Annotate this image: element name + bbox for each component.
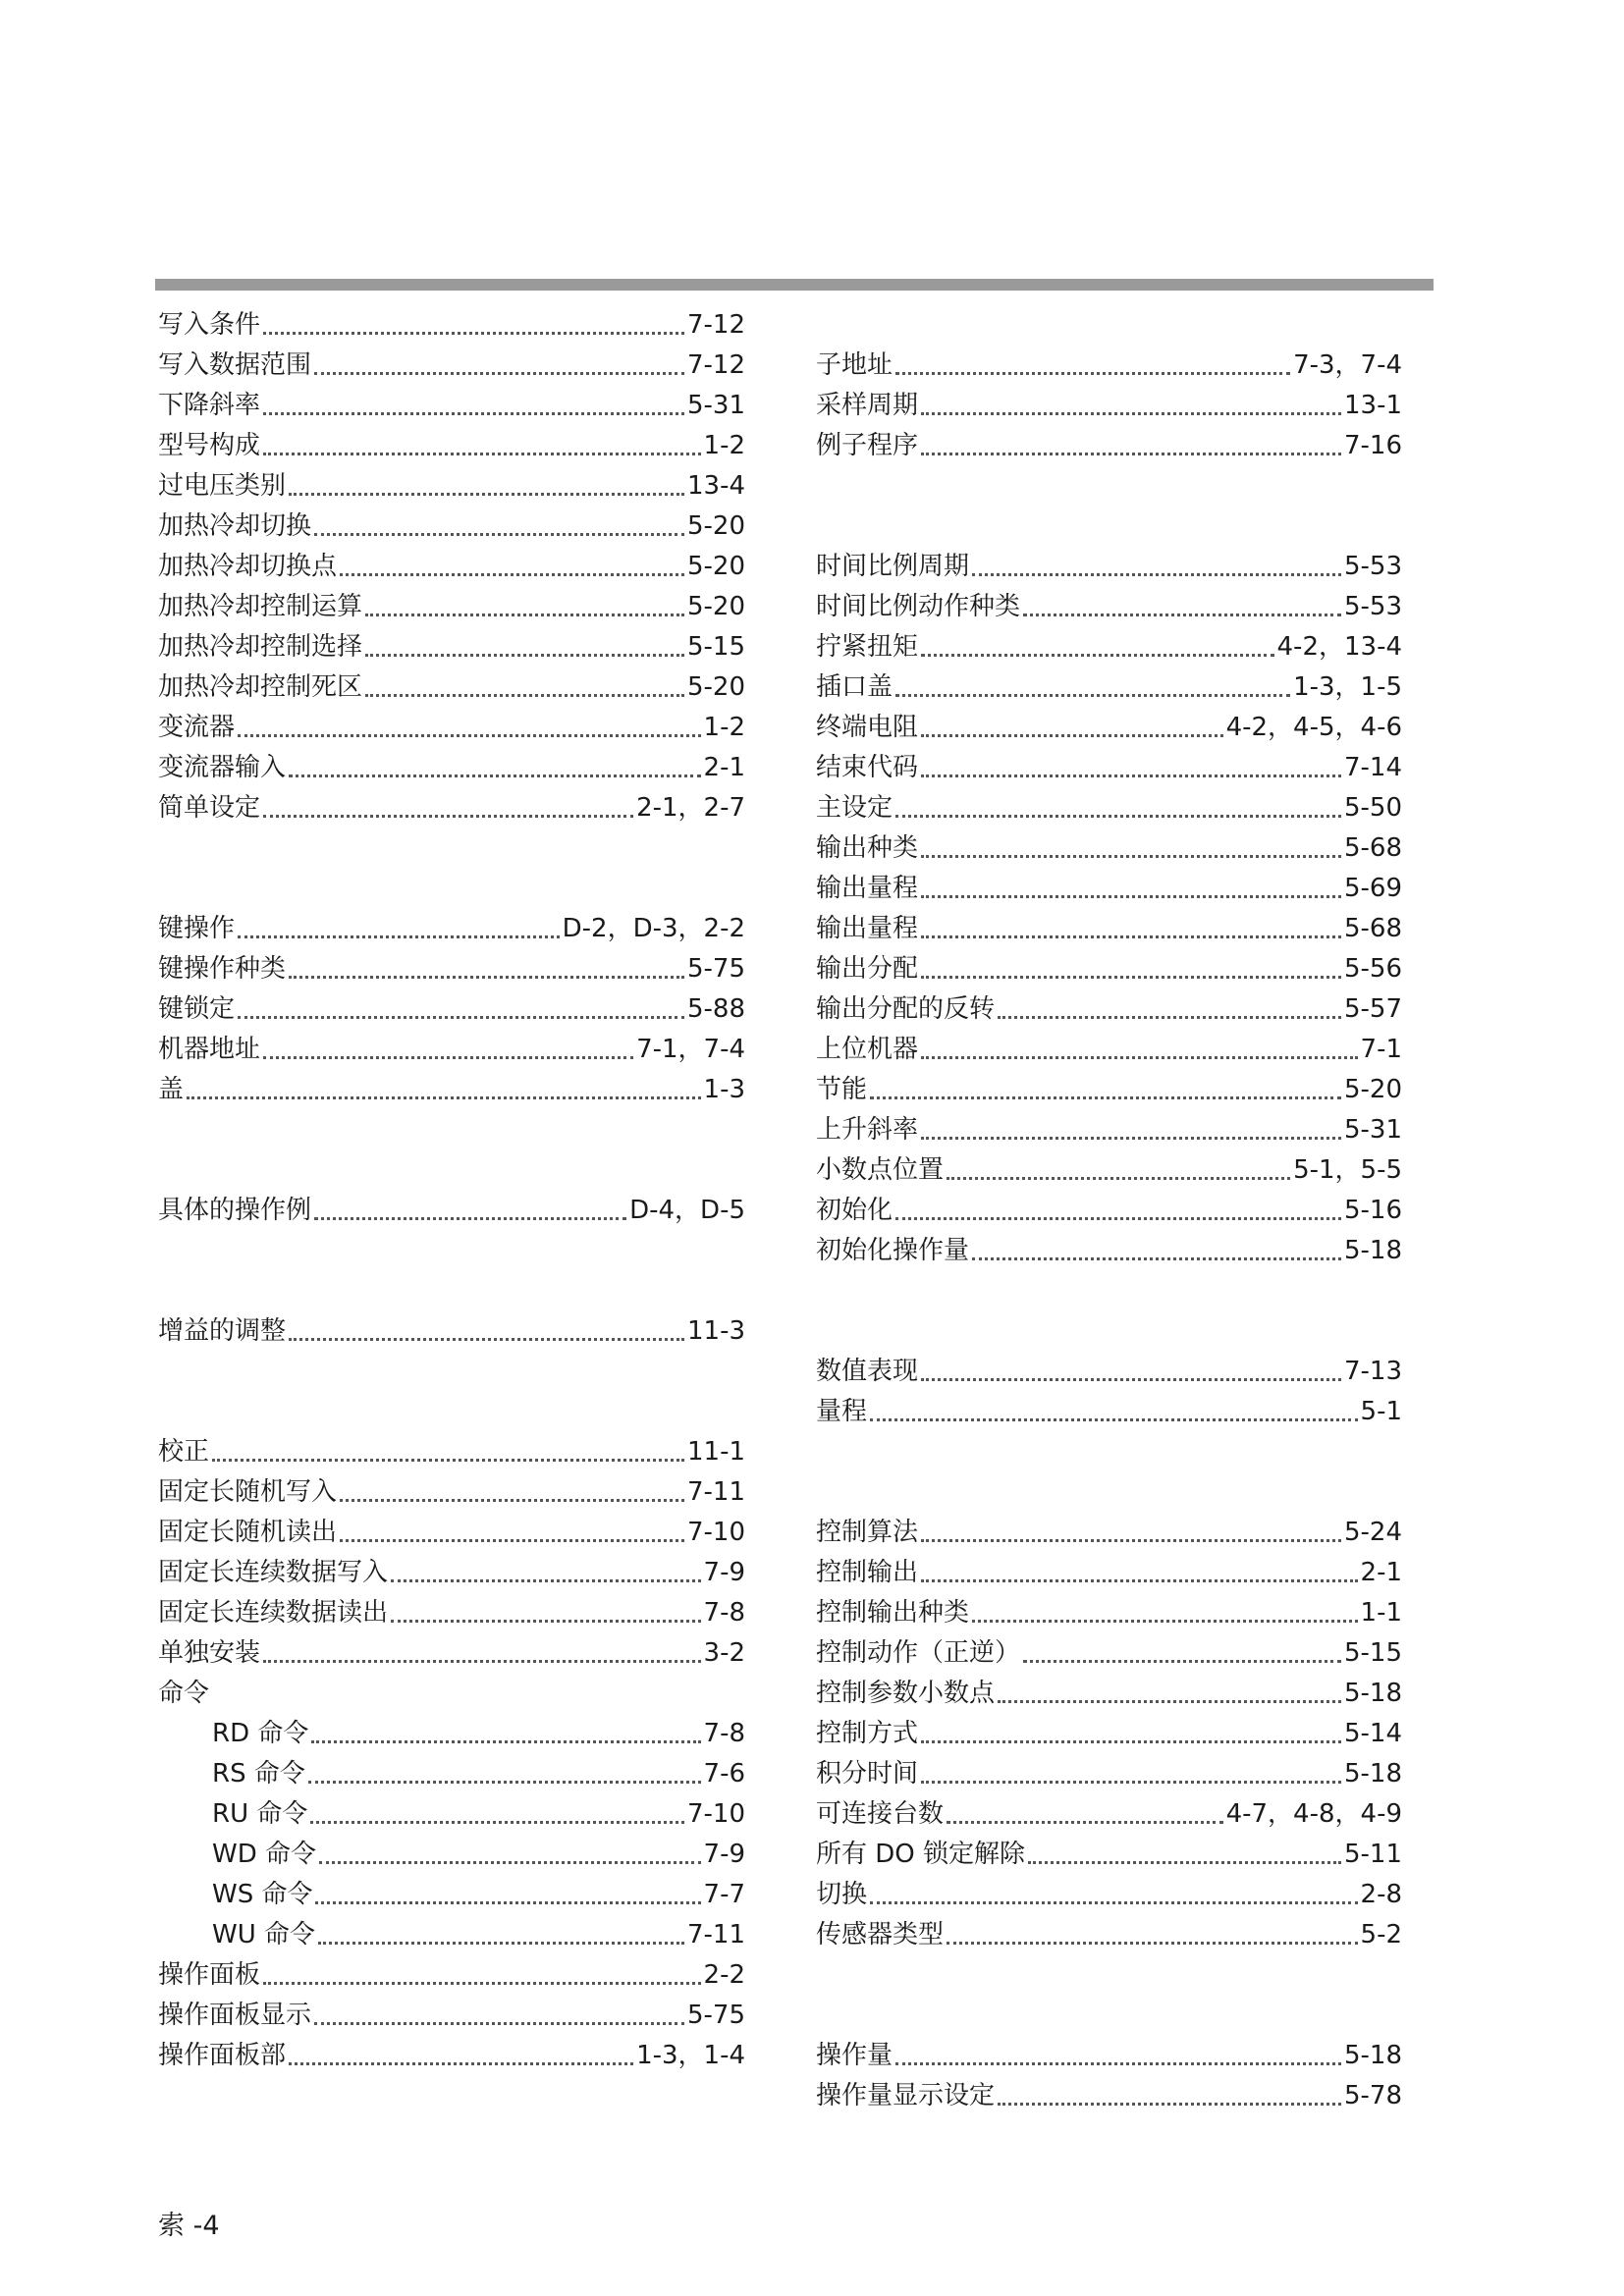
index-term: 校正: [158, 1437, 210, 1467]
index-subentry: [158, 1916, 745, 1953]
dot-leader: [289, 1338, 684, 1341]
index-entry: [816, 990, 1402, 1028]
index-term: 控制算法: [816, 1518, 919, 1547]
dot-leader: [921, 774, 1341, 777]
index-entry: [816, 1675, 1402, 1712]
index-subentry: [158, 1795, 745, 1833]
index-term: 切换: [816, 1880, 868, 1909]
index-page-ref: 2-1: [1360, 1558, 1402, 1587]
dot-leader: [314, 372, 684, 375]
index-term: 操作面板显示: [158, 2001, 312, 2030]
index-subentry: [158, 1715, 745, 1752]
dot-leader: [921, 1579, 1358, 1582]
dot-leader: [212, 1459, 684, 1462]
index-page-ref: 5-68: [1343, 914, 1402, 943]
index-page-ref: 7-14: [1343, 753, 1402, 782]
index-page-ref: 7-12: [686, 350, 745, 380]
index-entry: [158, 1071, 745, 1108]
index-entry: [158, 387, 745, 424]
dot-leader: [365, 654, 684, 657]
dot-leader: [314, 533, 684, 536]
dot-leader: [263, 453, 701, 455]
dot-leader: [187, 1096, 701, 1099]
dot-leader: [921, 895, 1341, 898]
index-term: 拧紧扭矩: [816, 632, 919, 662]
dot-leader: [921, 1740, 1341, 1743]
dot-leader: [921, 412, 1341, 415]
index-entry: [816, 1876, 1402, 1913]
index-entry: [158, 709, 745, 746]
dot-leader: [998, 1016, 1341, 1019]
index-term: 初始化: [816, 1196, 893, 1225]
index-entry: [158, 789, 745, 827]
index-entry: [158, 1312, 745, 1350]
index-term: 下降斜率: [158, 391, 261, 420]
index-entry: [158, 950, 745, 988]
index-page-ref: 5-20: [686, 672, 745, 702]
index-term: 变流器: [158, 713, 236, 742]
index-subentry: [158, 1836, 745, 1873]
index-page-ref: 5-20: [686, 552, 745, 581]
index-entry: [158, 306, 745, 344]
index-term: 操作量显示设定: [816, 2081, 996, 2110]
dot-leader: [921, 654, 1274, 657]
index-page-ref: 5-88: [686, 994, 745, 1024]
dot-leader: [870, 1901, 1358, 1904]
index-term: 时间比例周期: [816, 552, 970, 581]
index-term: 操作量: [816, 2041, 893, 2070]
dot-leader: [391, 1620, 701, 1623]
index-subentry: [158, 1755, 745, 1792]
index-term: RD 命令: [212, 1719, 309, 1748]
dot-leader: [921, 935, 1341, 938]
dot-leader: [319, 1861, 701, 1864]
index-page-ref: 5-20: [1343, 1075, 1402, 1104]
index-term: 盖: [158, 1075, 185, 1104]
index-entry: [158, 628, 745, 666]
index-term: 量程: [816, 1397, 868, 1426]
index-entry: [158, 1675, 745, 1712]
index-term: 简单设定: [158, 793, 261, 823]
dot-leader: [947, 1821, 1223, 1824]
dot-leader: [921, 1056, 1358, 1059]
index-page-ref: 5-15: [1343, 1638, 1402, 1668]
index-entry: [158, 749, 745, 786]
index-page-ref: 7-8: [703, 1598, 745, 1628]
dot-leader: [921, 1137, 1341, 1140]
index-entry: [816, 1715, 1402, 1752]
dot-leader: [1028, 1861, 1341, 1864]
index-term: 传感器类型: [816, 1920, 945, 1949]
index-term: RS 命令: [212, 1759, 305, 1789]
dot-leader: [238, 1016, 684, 1019]
index-term: 可连接台数: [816, 1799, 945, 1829]
index-term: 终端电阻: [816, 713, 919, 742]
header-rule: [155, 279, 1434, 291]
dot-leader: [340, 1539, 684, 1542]
index-entry: [158, 2037, 745, 2074]
index-term: 加热冷却控制死区: [158, 672, 363, 702]
index-page-ref: 5-20: [686, 511, 745, 541]
dot-leader: [340, 573, 684, 576]
index-page-ref: 11-3: [686, 1316, 745, 1346]
index-term: 结束代码: [816, 753, 919, 782]
dot-leader: [340, 1499, 684, 1502]
dot-leader: [238, 935, 560, 938]
dot-leader: [365, 694, 684, 697]
dot-leader: [870, 1096, 1341, 1099]
index-term: WU 命令: [212, 1920, 316, 1949]
index-term: 插口盖: [816, 672, 893, 702]
index-term: 所有 DO 锁定解除: [816, 1840, 1026, 1869]
dot-leader: [921, 1539, 1341, 1542]
index-term: 加热冷却切换: [158, 511, 312, 541]
index-page-ref: 5-2: [1360, 1920, 1402, 1949]
index-page-ref: 7-8: [703, 1719, 745, 1748]
index-page-ref: 5-57: [1343, 994, 1402, 1024]
index-term: 输出量程: [816, 914, 919, 943]
index-page-ref: 5-31: [686, 391, 745, 420]
index-term: 加热冷却控制运算: [158, 592, 363, 621]
dot-leader: [308, 1781, 701, 1784]
index-term: 控制参数小数点: [816, 1679, 996, 1708]
index-term: 型号构成: [158, 431, 261, 460]
dot-leader: [289, 493, 684, 496]
dot-leader: [972, 1257, 1341, 1260]
index-entry: [158, 1997, 745, 2034]
dot-leader: [947, 1177, 1290, 1180]
index-page-ref: 5-31: [1343, 1115, 1402, 1145]
dot-leader: [972, 573, 1341, 576]
dot-leader: [365, 614, 684, 616]
index-term: 键锁定: [158, 994, 236, 1024]
dot-leader: [263, 412, 684, 415]
index-page-ref: 7-9: [703, 1840, 745, 1869]
index-page-ref: 1-2: [703, 713, 745, 742]
index-term: RU 命令: [212, 1799, 308, 1829]
index-term: 过电压类别: [158, 471, 287, 501]
index-term: 加热冷却控制选择: [158, 632, 363, 662]
index-page-ref: 5-56: [1343, 954, 1402, 984]
dot-leader: [947, 1942, 1358, 1945]
index-entry: [158, 668, 745, 706]
index-page-ref: 5-18: [1343, 2041, 1402, 2070]
index-term: 固定长随机读出: [158, 1518, 338, 1547]
index-page-ref: 11-1: [686, 1437, 745, 1467]
index-page-ref: 7-3，7-4: [1293, 350, 1402, 380]
index-page-ref: 7-1: [1360, 1035, 1402, 1064]
index-entry: [816, 950, 1402, 988]
index-page-ref: 4-2，13-4: [1276, 632, 1402, 662]
index-entry: [158, 1634, 745, 1672]
index-term: 操作面板部: [158, 2041, 287, 2070]
index-page-ref: 2-1: [703, 753, 745, 782]
dot-leader: [972, 1620, 1358, 1623]
index-page-ref: 5-53: [1343, 552, 1402, 581]
dot-leader: [998, 1700, 1341, 1703]
index-term: 上位机器: [816, 1035, 919, 1064]
index-entry: [816, 789, 1402, 827]
index-term: 时间比例动作种类: [816, 592, 1021, 621]
index-page-ref: 5-1，5-5: [1293, 1155, 1402, 1185]
index-page-ref: D-4，D-5: [629, 1196, 745, 1225]
index-page-ref: 4-2，4-5，4-6: [1225, 713, 1402, 742]
index-entry: [816, 1514, 1402, 1551]
dot-leader: [895, 372, 1290, 375]
index-term: 键操作种类: [158, 954, 287, 984]
dot-leader: [921, 1378, 1341, 1381]
index-entry: [816, 668, 1402, 706]
index-entry: [158, 1031, 745, 1068]
index-page-ref: 3-2: [703, 1638, 745, 1668]
index-page-ref: 5-24: [1343, 1518, 1402, 1547]
index-entry: [158, 1192, 745, 1229]
dot-leader: [870, 1418, 1358, 1421]
dot-leader: [895, 694, 1290, 697]
index-term: 积分时间: [816, 1759, 919, 1789]
index-term: 单独安装: [158, 1638, 261, 1668]
index-entry: [158, 507, 745, 545]
index-page-ref: 7-12: [686, 310, 745, 340]
index-page-ref: 5-1: [1360, 1397, 1402, 1426]
index-term: 具体的操作例: [158, 1196, 312, 1225]
index-page-ref: 1-3，1-5: [1293, 672, 1402, 702]
index-entry: [816, 870, 1402, 907]
index-term: 命令: [158, 1679, 210, 1708]
index-entry: [816, 347, 1402, 384]
index-page-ref: 5-11: [1343, 1840, 1402, 1869]
index-page-ref: 2-2: [703, 1960, 745, 1990]
index-entry: [816, 387, 1402, 424]
index-entry: [816, 1071, 1402, 1108]
index-entry: [816, 427, 1402, 464]
index-term: 键操作: [158, 914, 236, 943]
index-entry: [158, 347, 745, 384]
dot-leader: [263, 1056, 633, 1059]
index-entry: [816, 628, 1402, 666]
index-page-ref: 7-6: [703, 1759, 745, 1789]
index-entry: [158, 467, 745, 505]
index-entry: [158, 990, 745, 1028]
dot-leader: [998, 2103, 1341, 2106]
index-entry: [816, 588, 1402, 625]
dot-leader: [391, 1579, 701, 1582]
dot-leader: [263, 1660, 701, 1663]
index-term: 输出量程: [816, 874, 919, 903]
index-term: WD 命令: [212, 1840, 316, 1869]
index-page-ref: 5-20: [686, 592, 745, 621]
index-term: 输出分配: [816, 954, 919, 984]
index-entry: [816, 1755, 1402, 1792]
index-entry: [816, 1795, 1402, 1833]
index-term: 初始化操作量: [816, 1236, 970, 1265]
index-page-ref: 7-10: [686, 1799, 745, 1829]
index-page-ref: 1-2: [703, 431, 745, 460]
index-term: 固定长连续数据写入: [158, 1558, 389, 1587]
dot-leader: [921, 453, 1341, 455]
index-entry: [816, 548, 1402, 585]
index-entry: [816, 1916, 1402, 1953]
dot-leader: [895, 815, 1341, 818]
index-page-ref: 5-18: [1343, 1236, 1402, 1265]
index-entry: [816, 1192, 1402, 1229]
dot-leader: [314, 1217, 626, 1220]
index-entry: [158, 1433, 745, 1470]
index-term: 输出种类: [816, 833, 919, 863]
index-page-ref: 1-3: [703, 1075, 745, 1104]
page-number: 索 -4: [158, 2211, 220, 2241]
dot-leader: [921, 1781, 1341, 1784]
index-page-ref: 4-7，4-8，4-9: [1225, 1799, 1402, 1829]
index-entry: [816, 709, 1402, 746]
index-page-ref: 5-16: [1343, 1196, 1402, 1225]
index-entry: [816, 1594, 1402, 1631]
index-entry: [158, 1594, 745, 1631]
index-page-ref: 5-15: [686, 632, 745, 662]
index-term: 输出分配的反转: [816, 994, 996, 1024]
dot-leader: [895, 1217, 1341, 1220]
index-entry: [816, 829, 1402, 867]
index-entry: [816, 2077, 1402, 2114]
index-page-ref: 7-9: [703, 1558, 745, 1587]
dot-leader: [289, 976, 684, 979]
index-page-ref: 5-75: [686, 954, 745, 984]
dot-leader: [238, 734, 701, 737]
index-page-ref: 5-14: [1343, 1719, 1402, 1748]
index-term: 小数点位置: [816, 1155, 945, 1185]
dot-leader: [289, 774, 701, 777]
index-term: 变流器输入: [158, 753, 287, 782]
index-entry: [816, 2037, 1402, 2074]
dot-leader: [921, 976, 1341, 979]
dot-leader: [314, 2022, 684, 2025]
index-entry: [158, 1514, 745, 1551]
index-entry: [158, 588, 745, 625]
index-entry: [816, 1111, 1402, 1148]
dot-leader: [318, 1942, 684, 1945]
dot-leader: [263, 815, 633, 818]
dot-leader: [310, 1821, 684, 1824]
index-term: 子地址: [816, 350, 893, 380]
index-page-ref: 5-68: [1343, 833, 1402, 863]
dot-leader: [921, 734, 1223, 737]
index-entry: [816, 1634, 1402, 1672]
index-term: 写入数据范围: [158, 350, 312, 380]
index-page-ref: 7-7: [703, 1880, 745, 1909]
dot-leader: [1023, 614, 1341, 616]
index-entry: [158, 427, 745, 464]
index-page-ref: 5-50: [1343, 793, 1402, 823]
index-page-ref: 7-11: [686, 1477, 745, 1507]
index-term: 加热冷却切换点: [158, 552, 338, 581]
index-page-ref: 5-78: [1343, 2081, 1402, 2110]
index-page-ref: 5-69: [1343, 874, 1402, 903]
dot-leader: [315, 1901, 700, 1904]
index-entry: [816, 1151, 1402, 1189]
index-page-ref: 1-3，1-4: [636, 2041, 745, 2070]
index-page-ref: 7-13: [1343, 1357, 1402, 1386]
index-entry: [816, 1836, 1402, 1873]
index-term: 控制方式: [816, 1719, 919, 1748]
index-term: 固定长随机写入: [158, 1477, 338, 1507]
index-page-ref: 13-4: [686, 471, 745, 501]
index-term: 主设定: [816, 793, 893, 823]
index-term: 增益的调整: [158, 1316, 287, 1346]
index-entry: [816, 1031, 1402, 1068]
index-entry: [158, 1473, 745, 1511]
index-page-ref: 13-1: [1343, 391, 1402, 420]
index-page-ref: D-2，D-3，2-2: [562, 914, 745, 943]
index-page-ref: 7-1，7-4: [636, 1035, 745, 1064]
index-page-ref: 5-18: [1343, 1679, 1402, 1708]
index-entry: [816, 1353, 1402, 1390]
index-entry: [158, 548, 745, 585]
index-term: 控制输出: [816, 1558, 919, 1587]
dot-leader: [921, 855, 1341, 858]
index-page-ref: 7-10: [686, 1518, 745, 1547]
dot-leader: [311, 1740, 700, 1743]
index-entry: [816, 1393, 1402, 1430]
index-page-ref: 1-1: [1360, 1598, 1402, 1628]
index-page-ref: 7-16: [1343, 431, 1402, 460]
index-term: 机器地址: [158, 1035, 261, 1064]
index-page-ref: 5-18: [1343, 1759, 1402, 1789]
index-page-ref: 2-8: [1360, 1880, 1402, 1909]
index-term: 控制输出种类: [816, 1598, 970, 1628]
index-subentry: [158, 1876, 745, 1913]
index-term: 节能: [816, 1075, 868, 1104]
dot-leader: [289, 2062, 633, 2065]
index-page-ref: 2-1，2-7: [636, 793, 745, 823]
index-term: 上升斜率: [816, 1115, 919, 1145]
index-entry: [816, 1232, 1402, 1269]
index-term: WS 命令: [212, 1880, 313, 1909]
dot-leader: [1023, 1660, 1341, 1663]
index-entry: [816, 749, 1402, 786]
index-term: 控制动作（正逆）: [816, 1638, 1021, 1668]
index-term: 采样周期: [816, 391, 919, 420]
index-entry: [158, 910, 745, 947]
index-entry: [816, 910, 1402, 947]
dot-leader: [895, 2062, 1341, 2065]
index-entry: [816, 1554, 1402, 1591]
index-page-ref: 7-11: [686, 1920, 745, 1949]
index-page-ref: 5-75: [686, 2001, 745, 2030]
index-term: 数值表现: [816, 1357, 919, 1386]
index-entry: [158, 1554, 745, 1591]
index-term: 写入条件: [158, 310, 261, 340]
index-term: 操作面板: [158, 1960, 261, 1990]
dot-leader: [263, 1982, 701, 1985]
dot-leader: [263, 332, 684, 335]
index-entry: [158, 1956, 745, 1994]
index-term: 例子程序: [816, 431, 919, 460]
index-page-ref: 5-53: [1343, 592, 1402, 621]
index-term: 固定长连续数据读出: [158, 1598, 389, 1628]
